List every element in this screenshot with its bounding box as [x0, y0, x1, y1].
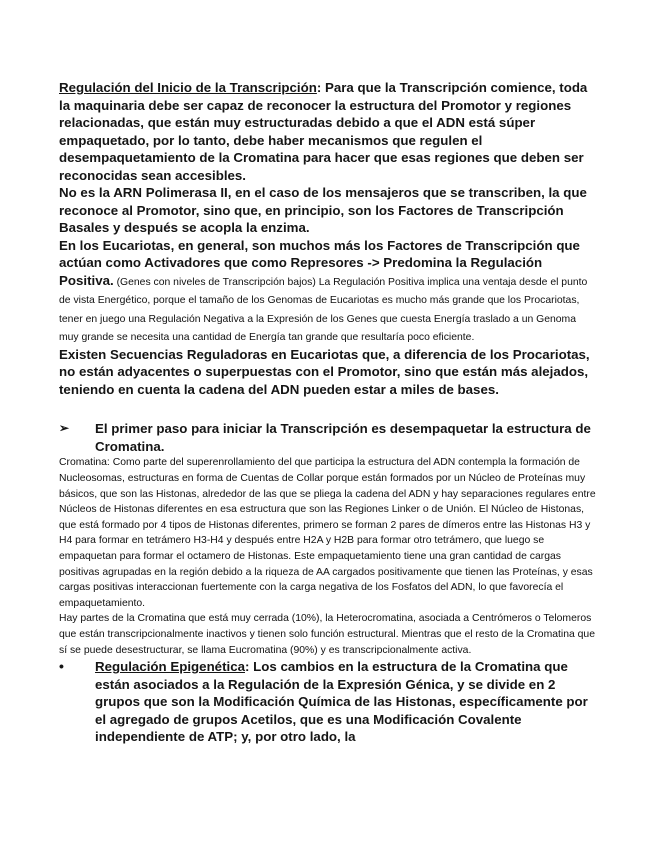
bullet-text: El primer paso para iniciar la Transcripción es desempaquetar la estructura de Cromatina. — [95, 421, 591, 454]
paragraph-heterochromatin: Hay partes de la Cromatina que está muy cerrada (10%), la Heterocromatina, asociada a Centrómeros o Telomeros que están transcripcionalmente inactivos y tienen solo función estructural. Mientras que el resto de la Cromatina que sí se puede desestructurar, se llama Eucromatina (90%) y es transcripcionalmente activa. — [59, 613, 595, 656]
paragraph-chromatin: Cromatina: Como parte del superenrollamiento del que participa la estructura del ADN contempla la formación de Nucleosomas, estructuras en forma de Cuentas de Collar porque están formados por un Núcleo de Proteínas muy básicos, que son las Histonas, alrededor de las que se pliega la cadena del ADN y hay separaciones regulares entre Núcleos de Histonas diferentes en esa estructura que son las Regiones Linker o de Unión. El Núcleo de Histonas, que está formado por 4 tipos de Histonas diferentes, primero se forman 2 pares de dímeros entre las Histonas H3 y H4 para formar en tetrámero H3-H4 y después entre H2A y H2B para formar otro tetrámero, que luego se empaquetan para formar el octamero de Histonas. Este empaquetamiento tiene una gran cantidad de cargas positivas agrupadas en la región debido a la riqueza de AA cargados positivamente que tienen las Proteínas, y esas cargas positivas interaccionan fuertemente con la carga negativa de los Fosfatos del ADN, lo que favorecía el empaquetamiento. — [59, 457, 596, 609]
paragraph-text: : Para que la Transcripción comience, toda la maquinaria debe ser capaz de reconocer la estructura del Promotor y regiones relacionadas, que están muy estructuradas debido a que el ADN está súper empaquetado, por lo tanto, debe haber mecanismos que regulen el desempaquetamiento de la Cromatina para hacer que esas regiones que deben ser reconocidas sean accesibles. — [59, 80, 588, 183]
bullet-epigenetic-regulation — [59, 658, 597, 746]
paragraph-bold-text: En los Eucariotas, en general, son muchos más los Factores de Transcripción que actúan como Activadores que como Represores -> Predomina la Regulación Positiva. — [59, 237, 580, 288]
dot-bullet-icon: • — [59, 658, 64, 675]
bullet-text — [95, 658, 597, 746]
paragraph-regulatory-sequences: Existen Secuencias Reguladoras en Eucariotas que, a diferencia de los Procariotas, no están adyacentes o superpuestas con el Promotor, sino que están más alejados, teniendo en cuenta la cadena del ADN pueden estar a miles de bases. — [59, 346, 590, 397]
bullet-first-step — [59, 420, 597, 455]
heading-epigenetic: Regulación Epigenética — [95, 659, 245, 675]
paragraph-small-text: (Genes con niveles de Transcripción bajos) La Regulación Positiva implica una ventaja desde el punto de vista Energético, porque el tamaño de los Genomas de Eucariotas es mucho más grande que los Procariotas, tener en juego una Regulación Negativa a la Expresión de los Genes que cuesta Energía traslado a un Genoma muy grande se necesita una cantidad de Energía tan grande que resultaría poco eficiente. — [59, 276, 588, 344]
bullet-body-text: : Los cambios en la estructura de la Cromatina que están asociados a la Regulación de la Expresión Génica, y se divide en 2 grupos que son la Modificación Química de las Histonas, específicamente por el agregado de grupos Acetilos, que es una Modificación Covalente independiente de ATP; y, por otro lado, la — [95, 659, 588, 745]
spacer — [59, 398, 597, 420]
paragraph-rna-polymerase: No es la ARN Polimerasa II, en el caso de los mensajeros que se transcriben, la que reconoce al Promotor, sino que, en principio, son los Factores de Transcripción Basales y después se acopla la enzima. — [59, 185, 587, 235]
arrow-bullet-icon: ➢ — [59, 421, 70, 436]
paragraph-eukaryotes-factors — [59, 237, 597, 346]
paragraph-transcription-initiation — [59, 79, 597, 184]
heading-regulation-initiation: Regulación del Inicio de la Transcripción — [59, 80, 317, 95]
document-body — [59, 79, 597, 746]
